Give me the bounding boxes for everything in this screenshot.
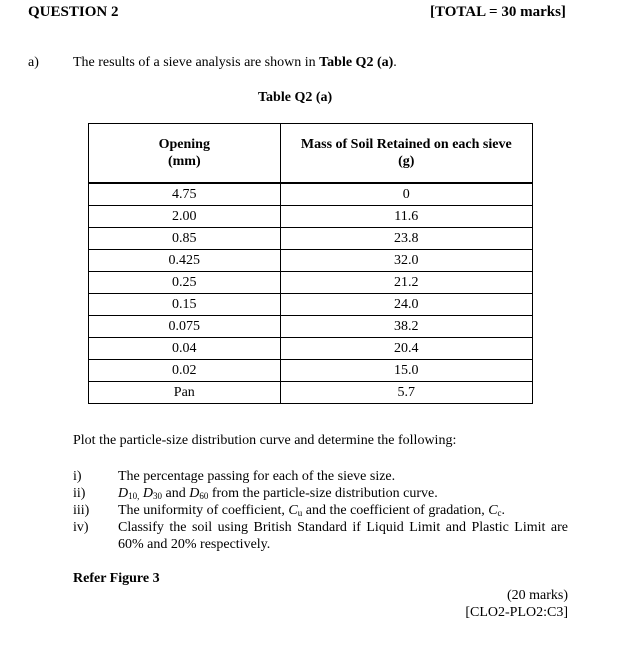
cell-opening: 0.075 — [89, 316, 281, 338]
item-i-number: i) — [73, 469, 82, 484]
refer-figure: Refer Figure 3 — [73, 571, 160, 586]
table-caption: Table Q2 (a) — [258, 90, 333, 105]
item-i-text: The percentage passing for each of the sieve size. — [118, 469, 396, 484]
part-label: a) — [28, 55, 39, 70]
ii-and: and — [162, 486, 190, 501]
item-iii-number: iii) — [73, 503, 90, 518]
cell-mass: 5.7 — [280, 382, 532, 404]
intro-end: . — [393, 55, 397, 70]
d30-sub: 30 — [153, 491, 162, 501]
part-intro — [73, 55, 397, 71]
sieve-table — [88, 123, 533, 404]
d60-symbol: D — [189, 486, 200, 501]
cell-opening: 0.02 — [89, 360, 281, 382]
cell-mass: 0 — [280, 183, 532, 206]
d10-symbol: D — [118, 486, 129, 501]
cell-mass: 11.6 — [280, 206, 532, 228]
cell-opening: 0.425 — [89, 250, 281, 272]
cu-sub: u — [297, 508, 303, 518]
cell-opening: 2.00 — [89, 206, 281, 228]
cell-mass: 32.0 — [280, 250, 532, 272]
cell-opening: 0.85 — [89, 228, 281, 250]
table-row — [89, 294, 533, 316]
table-header-row — [89, 124, 533, 184]
clo-tag: [CLO2-PLO2:C3] — [465, 605, 568, 620]
cc-sub: c — [497, 508, 502, 518]
table-row — [89, 228, 533, 250]
question-title: QUESTION 2 — [28, 4, 119, 20]
ii-rest: from the particle-size distribution curve. — [208, 486, 438, 501]
header-mass — [280, 124, 532, 184]
table-row — [89, 250, 533, 272]
table-row — [89, 272, 533, 294]
intro-text: The results of a sieve analysis are shown in — [73, 55, 320, 70]
cell-mass: 15.0 — [280, 360, 532, 382]
item-iv-text: Classify the soil using British Standard if Liquid Limit and Plastic Limit are 60% and 20% respectively. — [118, 520, 568, 552]
header-opening-line1: Opening — [158, 137, 210, 152]
item-ii-number: ii) — [73, 486, 86, 501]
cell-mass: 21.2 — [280, 272, 532, 294]
iii-part-c: . — [501, 503, 506, 518]
table-row — [89, 183, 533, 206]
cell-mass: 24.0 — [280, 294, 532, 316]
cell-mass: 23.8 — [280, 228, 532, 250]
d10-sub: 10, — [128, 491, 140, 501]
cell-opening: 0.25 — [89, 272, 281, 294]
table-row — [89, 360, 533, 382]
marks: (20 marks) — [506, 588, 568, 603]
iii-part-b: and the coefficient of gradation, — [302, 503, 489, 518]
table-row — [89, 382, 533, 404]
header-mass-line1: Mass of Soil Retained on each sieve — [300, 137, 512, 152]
header-opening — [89, 124, 281, 184]
cell-mass: 38.2 — [280, 316, 532, 338]
table-row — [89, 206, 533, 228]
cell-mass: 20.4 — [280, 338, 532, 360]
iii-part-a: The uniformity of coefficient, — [118, 503, 289, 518]
cu-symbol: C — [288, 503, 298, 518]
cell-opening: 0.15 — [89, 294, 281, 316]
header-mass-line2: (g) — [398, 154, 415, 169]
item-iv-number: iv) — [73, 520, 89, 535]
cell-opening: 0.04 — [89, 338, 281, 360]
table-row — [89, 338, 533, 360]
d30-symbol: D — [142, 486, 153, 501]
intro-table-ref: Table Q2 (a) — [319, 55, 394, 70]
header-opening-line2: (mm) — [167, 154, 201, 169]
cell-opening: 4.75 — [89, 183, 281, 206]
table-row — [89, 316, 533, 338]
instructions: Plot the particle-size distribution curve and determine the following: — [73, 433, 457, 448]
cell-opening: Pan — [89, 382, 281, 404]
d60-sub: 60 — [199, 491, 209, 501]
total-marks: [TOTAL = 30 marks] — [430, 4, 566, 20]
cc-symbol: C — [488, 503, 498, 518]
